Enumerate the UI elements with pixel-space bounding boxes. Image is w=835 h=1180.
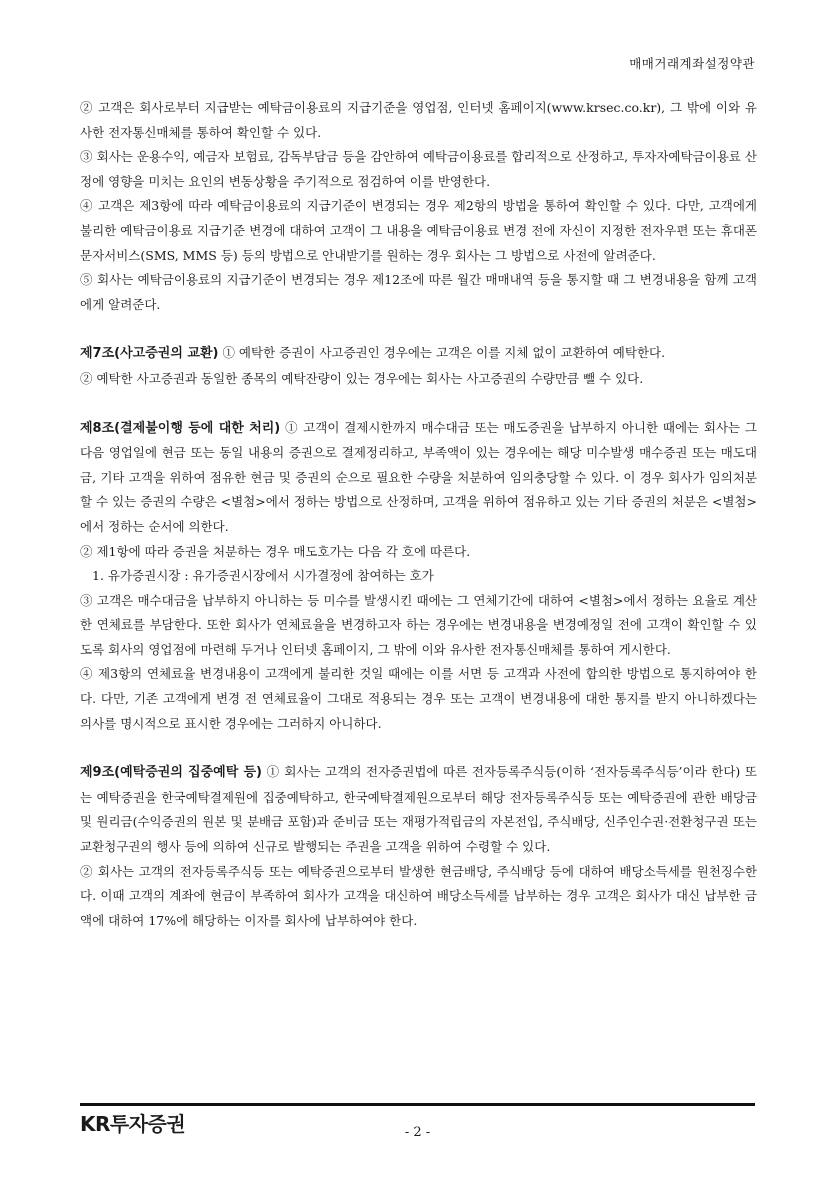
article-7-title: 제7조(사고증권의 교환) bbox=[80, 346, 219, 362]
page-number: - 2 - bbox=[404, 1125, 431, 1140]
section-gap bbox=[80, 736, 757, 760]
article-8-paragraph-1 bbox=[80, 416, 757, 540]
company-logo: KR투자증권 bbox=[80, 1112, 186, 1136]
paragraph-6-2: ② 고객은 회사로부터 지급받는 예탁금이용료의 지급기준을 영업점, 인터넷 홈페이지(www.krsec.co.kr), 그 밖에 이와 유사한 전자통신매체를 통하여 확인할 수 있다. bbox=[80, 100, 757, 140]
article-7-paragraph-2: ② 예탁한 사고증권과 동일한 종목의 예탁잔량이 있는 경우에는 회사는 사고증권의 수량만큼 뺄 수 있다. bbox=[80, 370, 644, 386]
article-9-title: 제9조(예탁증권의 집중예탁 등) bbox=[80, 765, 262, 781]
article-7-paragraph-1 bbox=[80, 341, 757, 367]
document-body bbox=[80, 96, 757, 933]
article-9-p1-text: ① 회사는 고객의 전자증권법에 따른 전자등록주식등(이하 ‘전자등록주식등’이라 한다) 또는 예탁증권을 한국예탁결제원에 집중예탁하고, 한국예탁결제원으로부터 해당 전자등록주식등 또는 예탁증권에 관한 배당금 및 원리금(수익증권의 원본 및 분배금 포함)과 준비금 또는 재평가적립금의 자본전입, 주식배당, 신주인수권·전환청구권 또는 교환청구권의 행사 등에 의하여 신규로 발행되는 주권을 고객을 위하여 수령할 수 있다. bbox=[80, 764, 757, 855]
paragraph-6-4: ④ 고객은 제3항에 따라 예탁금이용료의 지급기준이 변경되는 경우 제2항의 방법을 통하여 확인할 수 있다. 다만, 고객에게 불리한 예탁금이용료 지급기준 변경에 대하여 고객이 그 내용을 예탁금이용료 변경 전에 자신이 지정한 전자우편 또는 휴대폰 문자서비스(SMS, MMS 등) 등의 방법으로 안내받기를 원하는 경우 회사는 그 방법으로 사전에 알려준다. bbox=[80, 198, 757, 263]
article-8-p1-text: ① 고객이 결제시한까지 매수대금 또는 매도증권을 납부하지 아니한 때에는 회사는 그 다음 영업일에 현금 또는 동일 내용의 증권으로 결제정리하고, 부족액이 있는 경우에는 해당 미수발생 매수증권 또는 매도대금, 기타 고객을 위하여 점유한 현금 및 증권의 순으로 필요한 수량을 처분하여 임의충당할 수 있다. 이 경우 회사가 임의처분할 수 있는 증권의 수량은 <별첨>에서 정하는 방법으로 산정하며, 고객을 위하여 점유하고 있는 기타 증권의 처분은 <별첨>에서 정하는 순서에 의한다. bbox=[80, 419, 757, 534]
paragraph-6-3: ③ 회사는 운용수익, 예금자 보험료, 감독부담금 등을 감안하여 예탁금이용료를 합리적으로 산정하고, 투자자예탁금이용료 산정에 영향을 미치는 요인의 변동상황을 주기적으로 점검하여 이를 반영한다. bbox=[80, 149, 757, 189]
footer-divider bbox=[80, 1103, 755, 1106]
article-8-paragraph-3: ③ 고객은 매수대금을 납부하지 아니하는 등 미수를 발생시킨 때에는 그 연체기간에 대하여 <별첨>에서 정하는 요율로 계산한 연체료를 부담한다. 또한 회사가 연체료율을 변경하고자 하는 경우에는 변경내용을 변경예정일 전에 고객이 확인할 수 있도록 회사의 영업점에 마련해 두거나 인터넷 홈페이지, 그 밖에 이와 유사한 전자통신매체를 통하여 게시한다. bbox=[80, 592, 757, 657]
article-9-paragraph-2: ② 회사는 고객의 전자등록주식등 또는 예탁증권으로부터 발생한 현금배당, 주식배당 등에 대하여 배당소득세를 원천징수한다. 이때 고객의 계좌에 현금이 부족하여 회사가 고객을 대신하여 배당소득세를 납부하는 경우 고객은 회사가 대신 납부한 금액에 대하여 17%에 해당하는 이자를 회사에 납부하여야 한다. bbox=[80, 863, 757, 928]
article-9-paragraph-1 bbox=[80, 760, 757, 859]
article-7-p1-text: ① 예탁한 증권이 사고증권인 경우에는 고객은 이를 지체 없이 교환하여 예탁한다. bbox=[218, 345, 666, 361]
article-8-title: 제8조(결제불이행 등에 대한 처리) bbox=[80, 420, 281, 436]
article-8-paragraph-2: ② 제1항에 따라 증권을 처분하는 경우 매도호가는 다음 각 호에 따른다. bbox=[80, 543, 471, 559]
document-header-title: 매매거래계좌설정약관 bbox=[629, 56, 755, 71]
section-gap bbox=[80, 392, 757, 416]
section-gap bbox=[80, 317, 757, 341]
article-8-paragraph-4: ④ 제3항의 연체료율 변경내용이 고객에게 불리한 것일 때에는 이를 서면 등 고객과 사전에 합의한 방법으로 통지하여야 한다. 다만, 기존 고객에게 변경 전 연체료율이 그대로 적용되는 경우 또는 고객이 변경내용에 대한 통지를 받지 아니하겠다는 의사를 명시적으로 표시한 경우에는 그러하지 아니하다. bbox=[80, 666, 757, 731]
paragraph-6-5: ⑤ 회사는 예탁금이용료의 지급기준이 변경되는 경우 제12조에 따른 월간 매매내역 등을 통지할 때 그 변경내용을 함께 고객에게 알려준다. bbox=[80, 272, 757, 312]
article-8-item-1: 1. 유가증권시장 : 유가증권시장에서 시가결정에 참여하는 호가 bbox=[92, 568, 434, 584]
